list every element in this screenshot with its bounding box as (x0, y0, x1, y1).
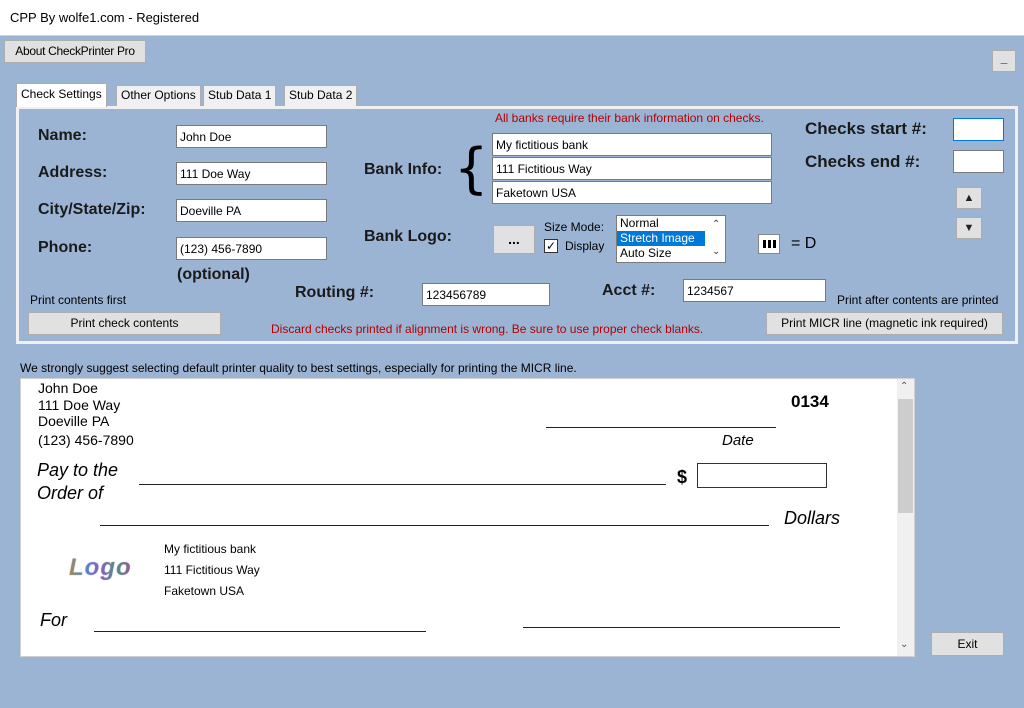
signature-line (523, 627, 840, 628)
display-label: Display (565, 239, 605, 253)
print-contents-hint: Print contents first (30, 293, 127, 307)
exit-button[interactable]: Exit (931, 632, 1004, 656)
micr-symbol-label: = D (791, 235, 817, 252)
pay-to-label: Pay to the (37, 460, 119, 480)
increment-up-button[interactable] (956, 187, 982, 209)
size-mode-option[interactable]: Stretch Image (617, 231, 705, 246)
preview-bank-line1: My fictitious bank (164, 542, 257, 556)
minimize-button[interactable]: _ (992, 50, 1016, 72)
payee-line (139, 484, 666, 485)
preview-date-label: Date (722, 432, 754, 449)
preview-bank-line3: Faketown USA (164, 584, 245, 598)
listbox-scrollbar[interactable] (707, 216, 725, 262)
increment-down-button[interactable] (956, 217, 982, 239)
amount-words-line (100, 525, 769, 526)
bank-line2-field[interactable] (492, 157, 772, 180)
phone-label: Phone: (38, 239, 93, 256)
browse-logo-button[interactable]: ... (493, 225, 535, 254)
memo-line (94, 631, 426, 632)
dollar-sign: $ (677, 467, 688, 487)
preview-bank-line2: 111 Fictitious Way (164, 563, 260, 577)
checks-start-field[interactable] (953, 118, 1004, 141)
tab-other-options[interactable]: Other Options (116, 85, 201, 106)
preview-scrollbar[interactable] (897, 379, 914, 656)
dollars-label: Dollars (784, 508, 841, 528)
triangle-up-icon: ▲ (963, 192, 975, 204)
account-field[interactable] (683, 279, 826, 302)
preview-payer-phone: (123) 456-7890 (38, 432, 134, 448)
name-label: Name: (38, 127, 87, 144)
chevron-down-icon[interactable]: ⌄ (900, 639, 909, 650)
triangle-down-icon: ▼ (963, 222, 975, 234)
tab-check-settings[interactable]: Check Settings (16, 83, 107, 107)
phone-field[interactable] (176, 237, 327, 260)
print-micr-hint: Print after contents are printed (837, 293, 999, 307)
checks-end-label: Checks end #: (805, 152, 921, 171)
name-field[interactable] (176, 125, 327, 148)
size-mode-option[interactable]: Normal (620, 216, 659, 230)
amount-box (697, 463, 827, 488)
alignment-warning: Discard checks printed if alignment is wrong. Be sure to use proper check blanks. (271, 322, 704, 336)
quality-hint: We strongly suggest selecting default printer quality to best settings, especially for printing the MICR line. (20, 361, 577, 375)
bank-info-notice: All banks require their bank information on checks. (495, 111, 764, 125)
tab-stub-data-1[interactable]: Stub Data 1 (203, 85, 276, 106)
display-checkbox[interactable]: ✓ (545, 239, 557, 253)
bank-logo-label: Bank Logo: (364, 228, 452, 245)
chevron-up-icon[interactable]: ⌃ (712, 219, 721, 230)
account-label: Acct #: (602, 282, 656, 299)
chevron-up-icon[interactable]: ⌃ (900, 381, 909, 392)
preview-check-number: 0134 (791, 392, 829, 411)
size-mode-label: Size Mode: (544, 220, 605, 234)
logo-image: Logo (69, 554, 132, 581)
date-line (546, 427, 776, 428)
size-mode-listbox[interactable] (616, 215, 726, 263)
for-label: For (40, 610, 67, 630)
city-state-zip-field[interactable] (176, 199, 327, 222)
routing-field[interactable] (422, 283, 550, 306)
bank-line3-field[interactable] (492, 181, 772, 204)
preview-payer-city: Doeville PA (38, 413, 110, 429)
routing-label: Routing #: (295, 284, 375, 301)
bank-line1-field[interactable] (492, 133, 772, 156)
address-label: Address: (38, 164, 108, 181)
print-check-contents-button[interactable]: Print check contents (28, 312, 221, 335)
bank-info-label: Bank Info: (364, 161, 443, 178)
preview-payer-name: John Doe (38, 380, 98, 396)
size-mode-option[interactable]: Auto Size (620, 246, 672, 260)
window-title: CPP By wolfe1.com - Registered (10, 10, 200, 25)
preview-payer-address: 111 Doe Way (38, 397, 121, 413)
city-state-zip-label: City/State/Zip: (38, 201, 146, 218)
checks-start-label: Checks start #: (805, 119, 927, 138)
order-of-label: Order of (37, 483, 104, 503)
address-field[interactable] (176, 162, 327, 185)
scrollbar-thumb[interactable] (898, 399, 913, 513)
tab-stub-data-2[interactable]: Stub Data 2 (284, 85, 357, 106)
micr-symbol-icon (758, 234, 780, 254)
check-preview (20, 378, 915, 657)
optional-label: (optional) (177, 266, 250, 283)
chevron-down-icon[interactable]: ⌄ (712, 246, 721, 257)
title-bar (0, 0, 1024, 36)
print-micr-line-button[interactable]: Print MICR line (magnetic ink required) (766, 312, 1003, 335)
brace-icon: { (454, 137, 489, 200)
about-button[interactable]: About CheckPrinter Pro (4, 40, 146, 63)
checks-end-field[interactable] (953, 150, 1004, 173)
